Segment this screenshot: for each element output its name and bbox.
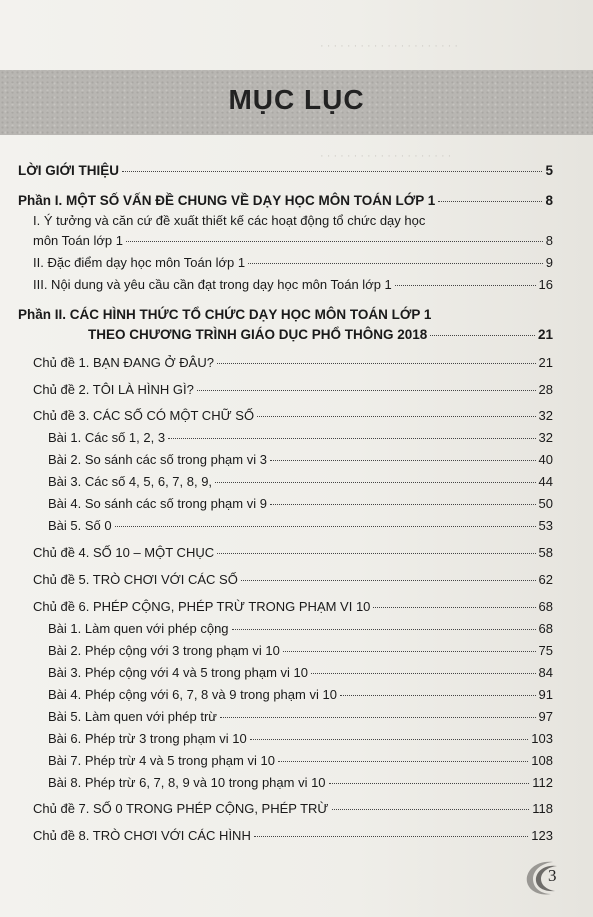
toc-entry[interactable] [48, 474, 553, 489]
dot-leader [270, 504, 536, 505]
toc-entry-page: 32 [538, 430, 553, 445]
dot-leader [168, 438, 535, 439]
dot-leader [311, 673, 536, 674]
toc-entry-title: Phần II. CÁC HÌNH THỨC TỔ CHỨC DẠY HỌC MÔN TOÁN LỚP 1 [18, 307, 432, 322]
toc-entry-title: Bài 1. Làm quen với phép cộng [48, 621, 229, 636]
toc-entry[interactable] [48, 687, 553, 702]
toc-entry-title: Chủ đề 7. SỐ 0 TRONG PHÉP CỘNG, PHÉP TRỪ [33, 801, 329, 816]
toc-entry-title: Bài 5. Số 0 [48, 518, 112, 533]
toc-entry-page: 44 [538, 474, 553, 489]
dot-leader [115, 526, 536, 527]
toc-entry[interactable] [33, 801, 553, 816]
toc-entry[interactable] [48, 518, 553, 533]
dot-leader [395, 285, 536, 286]
toc-entry-page: 8 [545, 233, 553, 248]
toc-entry-title: III. Nội dung và yêu cầu cần đạt trong dạy học môn Toán lớp 1 [33, 277, 392, 292]
dot-leader [373, 607, 535, 608]
toc-entry-page: 91 [538, 687, 553, 702]
toc-entry-title: Bài 4. So sánh các số trong phạm vi 9 [48, 496, 267, 511]
toc-entry[interactable] [33, 382, 553, 397]
toc-entry[interactable] [48, 496, 553, 511]
toc-entry-title: Chủ đề 2. TÔI LÀ HÌNH GÌ? [33, 382, 194, 397]
toc-entry[interactable] [48, 753, 553, 768]
toc-entry-page: 28 [538, 382, 553, 397]
page-number: 3 [548, 866, 557, 885]
toc-entry-title: Bài 5. Làm quen với phép trừ [48, 709, 217, 724]
dot-leader [248, 263, 543, 264]
toc-entry-page: 21 [538, 355, 553, 370]
toc-entry[interactable] [33, 233, 553, 248]
dot-leader [126, 241, 543, 242]
dot-leader [332, 809, 530, 810]
toc-entry[interactable] [48, 775, 553, 790]
toc-entry-page: 50 [538, 496, 553, 511]
dot-leader [220, 717, 536, 718]
dot-leader [254, 836, 528, 837]
toc-entry-title: Bài 8. Phép trừ 6, 7, 8, 9 và 10 trong phạm vi 10 [48, 775, 326, 790]
toc-entry-page: 8 [545, 193, 553, 208]
toc-entry-page: 108 [531, 753, 553, 768]
toc-entry-page: 118 [532, 801, 553, 816]
dot-leader [217, 553, 535, 554]
toc-entry[interactable] [33, 277, 553, 292]
toc-entry-title: Chủ đề 8. TRÒ CHƠI VỚI CÁC HÌNH [33, 828, 251, 843]
toc-entry-title: Bài 3. Phép cộng với 4 và 5 trong phạm vi 10 [48, 665, 309, 680]
dot-leader [430, 335, 535, 336]
dot-leader [241, 580, 536, 581]
toc-entry-title: Bài 7. Phép trừ 4 và 5 trong phạm vi 10 [48, 753, 275, 768]
dot-leader [257, 416, 535, 417]
toc-entry[interactable] [33, 572, 553, 587]
toc-entry[interactable] [88, 327, 553, 342]
toc-entry-title: LỜI GIỚI THIỆU [18, 163, 120, 178]
dot-leader [217, 363, 536, 364]
dot-leader [283, 651, 536, 652]
toc-entry-title: Chủ đề 6. PHÉP CỘNG, PHÉP TRỪ TRONG PHẠM VI 10 [33, 599, 371, 614]
toc-entry-page: 68 [538, 621, 553, 636]
toc-entry-title: môn Toán lớp 1 [33, 233, 123, 248]
toc-entry[interactable] [48, 430, 553, 445]
toc-entry-page: 75 [538, 643, 553, 658]
toc-entry-title: Bài 2. Phép cộng với 3 trong phạm vi 10 [48, 643, 280, 658]
toc-entry-title: Chủ đề 3. CÁC SỐ CÓ MỘT CHỮ SỐ [33, 408, 255, 423]
toc-entry-page: 112 [532, 775, 553, 790]
toc-entry[interactable] [33, 545, 553, 560]
toc-entry-page: 16 [538, 277, 553, 292]
toc-entry-title: Chủ đề 1. BẠN ĐANG Ở ĐÂU? [33, 355, 214, 370]
toc-entry-page: 84 [538, 665, 553, 680]
dot-leader [232, 629, 536, 630]
toc-entry-page: 5 [545, 163, 553, 178]
dot-leader [122, 171, 542, 172]
toc-entry[interactable] [33, 408, 553, 423]
toc-entry-page: 32 [538, 408, 553, 423]
toc-entry-title: Phần I. MỘT SỐ VẤN ĐỀ CHUNG VỀ DẠY HỌC MÔN TOÁN LỚP 1 [18, 193, 436, 208]
page-title: MỤC LỤC [228, 84, 365, 115]
toc-entry[interactable] [18, 163, 553, 178]
dot-leader [329, 783, 530, 784]
toc-entry-title: Bài 2. So sánh các số trong phạm vi 3 [48, 452, 267, 467]
toc-entry[interactable] [48, 731, 553, 746]
toc-entry-page: 53 [538, 518, 553, 533]
show-through-text: · · · · · · · · · · · · · · · · · · · · · [320, 40, 459, 52]
toc-entry[interactable] [48, 709, 553, 724]
toc-entry[interactable] [33, 355, 553, 370]
toc-entry-page: 123 [531, 828, 553, 843]
crescent-logo-icon [523, 858, 565, 898]
toc-entry-page: 103 [531, 731, 553, 746]
toc-entry[interactable] [48, 621, 553, 636]
toc-entry-page: 97 [538, 709, 553, 724]
toc-entry-title: THEO CHƯƠNG TRÌNH GIÁO DỤC PHỔ THÔNG 2018 [88, 327, 428, 342]
toc-entry-title: II. Đặc điểm dạy học môn Toán lớp 1 [33, 255, 246, 270]
toc-entry-title: Bài 1. Các số 1, 2, 3 [48, 430, 166, 445]
toc-entry-title: Bài 4. Phép cộng với 6, 7, 8 và 9 trong phạm vi 10 [48, 687, 337, 702]
dot-leader [278, 761, 528, 762]
toc-entry-title: I. Ý tưởng và căn cứ đề xuất thiết kế các hoạt động tổ chức dạy học [33, 213, 426, 228]
toc-entry-page: 9 [545, 255, 553, 270]
dot-leader [250, 739, 529, 740]
toc-entry[interactable] [33, 599, 553, 614]
dot-leader [270, 460, 536, 461]
dot-leader [197, 390, 536, 391]
toc-entry-page: 58 [538, 545, 553, 560]
show-through-text: · · · · · · · · · · · · · · · · · · · · [320, 150, 452, 162]
toc-entry-title: Bài 3. Các số 4, 5, 6, 7, 8, 9, [48, 474, 213, 489]
toc-entry-title: Chủ đề 4. SỐ 10 – MỘT CHỤC [33, 545, 215, 560]
toc-entry[interactable] [48, 452, 553, 467]
toc-entry-page: 40 [538, 452, 553, 467]
toc-entry-title: Bài 6. Phép trừ 3 trong phạm vi 10 [48, 731, 247, 746]
dot-leader [340, 695, 536, 696]
toc-entry-title: Chủ đề 5. TRÒ CHƠI VỚI CÁC SỐ [33, 572, 238, 587]
toc-entry[interactable] [33, 255, 553, 270]
dot-leader [215, 482, 535, 483]
toc-entry[interactable] [18, 193, 553, 208]
toc-entry-page: 62 [538, 572, 553, 587]
toc-entry[interactable] [48, 643, 553, 658]
toc-entry-page: 21 [537, 327, 553, 342]
toc-entry[interactable] [33, 828, 553, 843]
dot-leader [438, 201, 542, 202]
toc-entry[interactable] [48, 665, 553, 680]
toc-entry-page: 68 [538, 599, 553, 614]
